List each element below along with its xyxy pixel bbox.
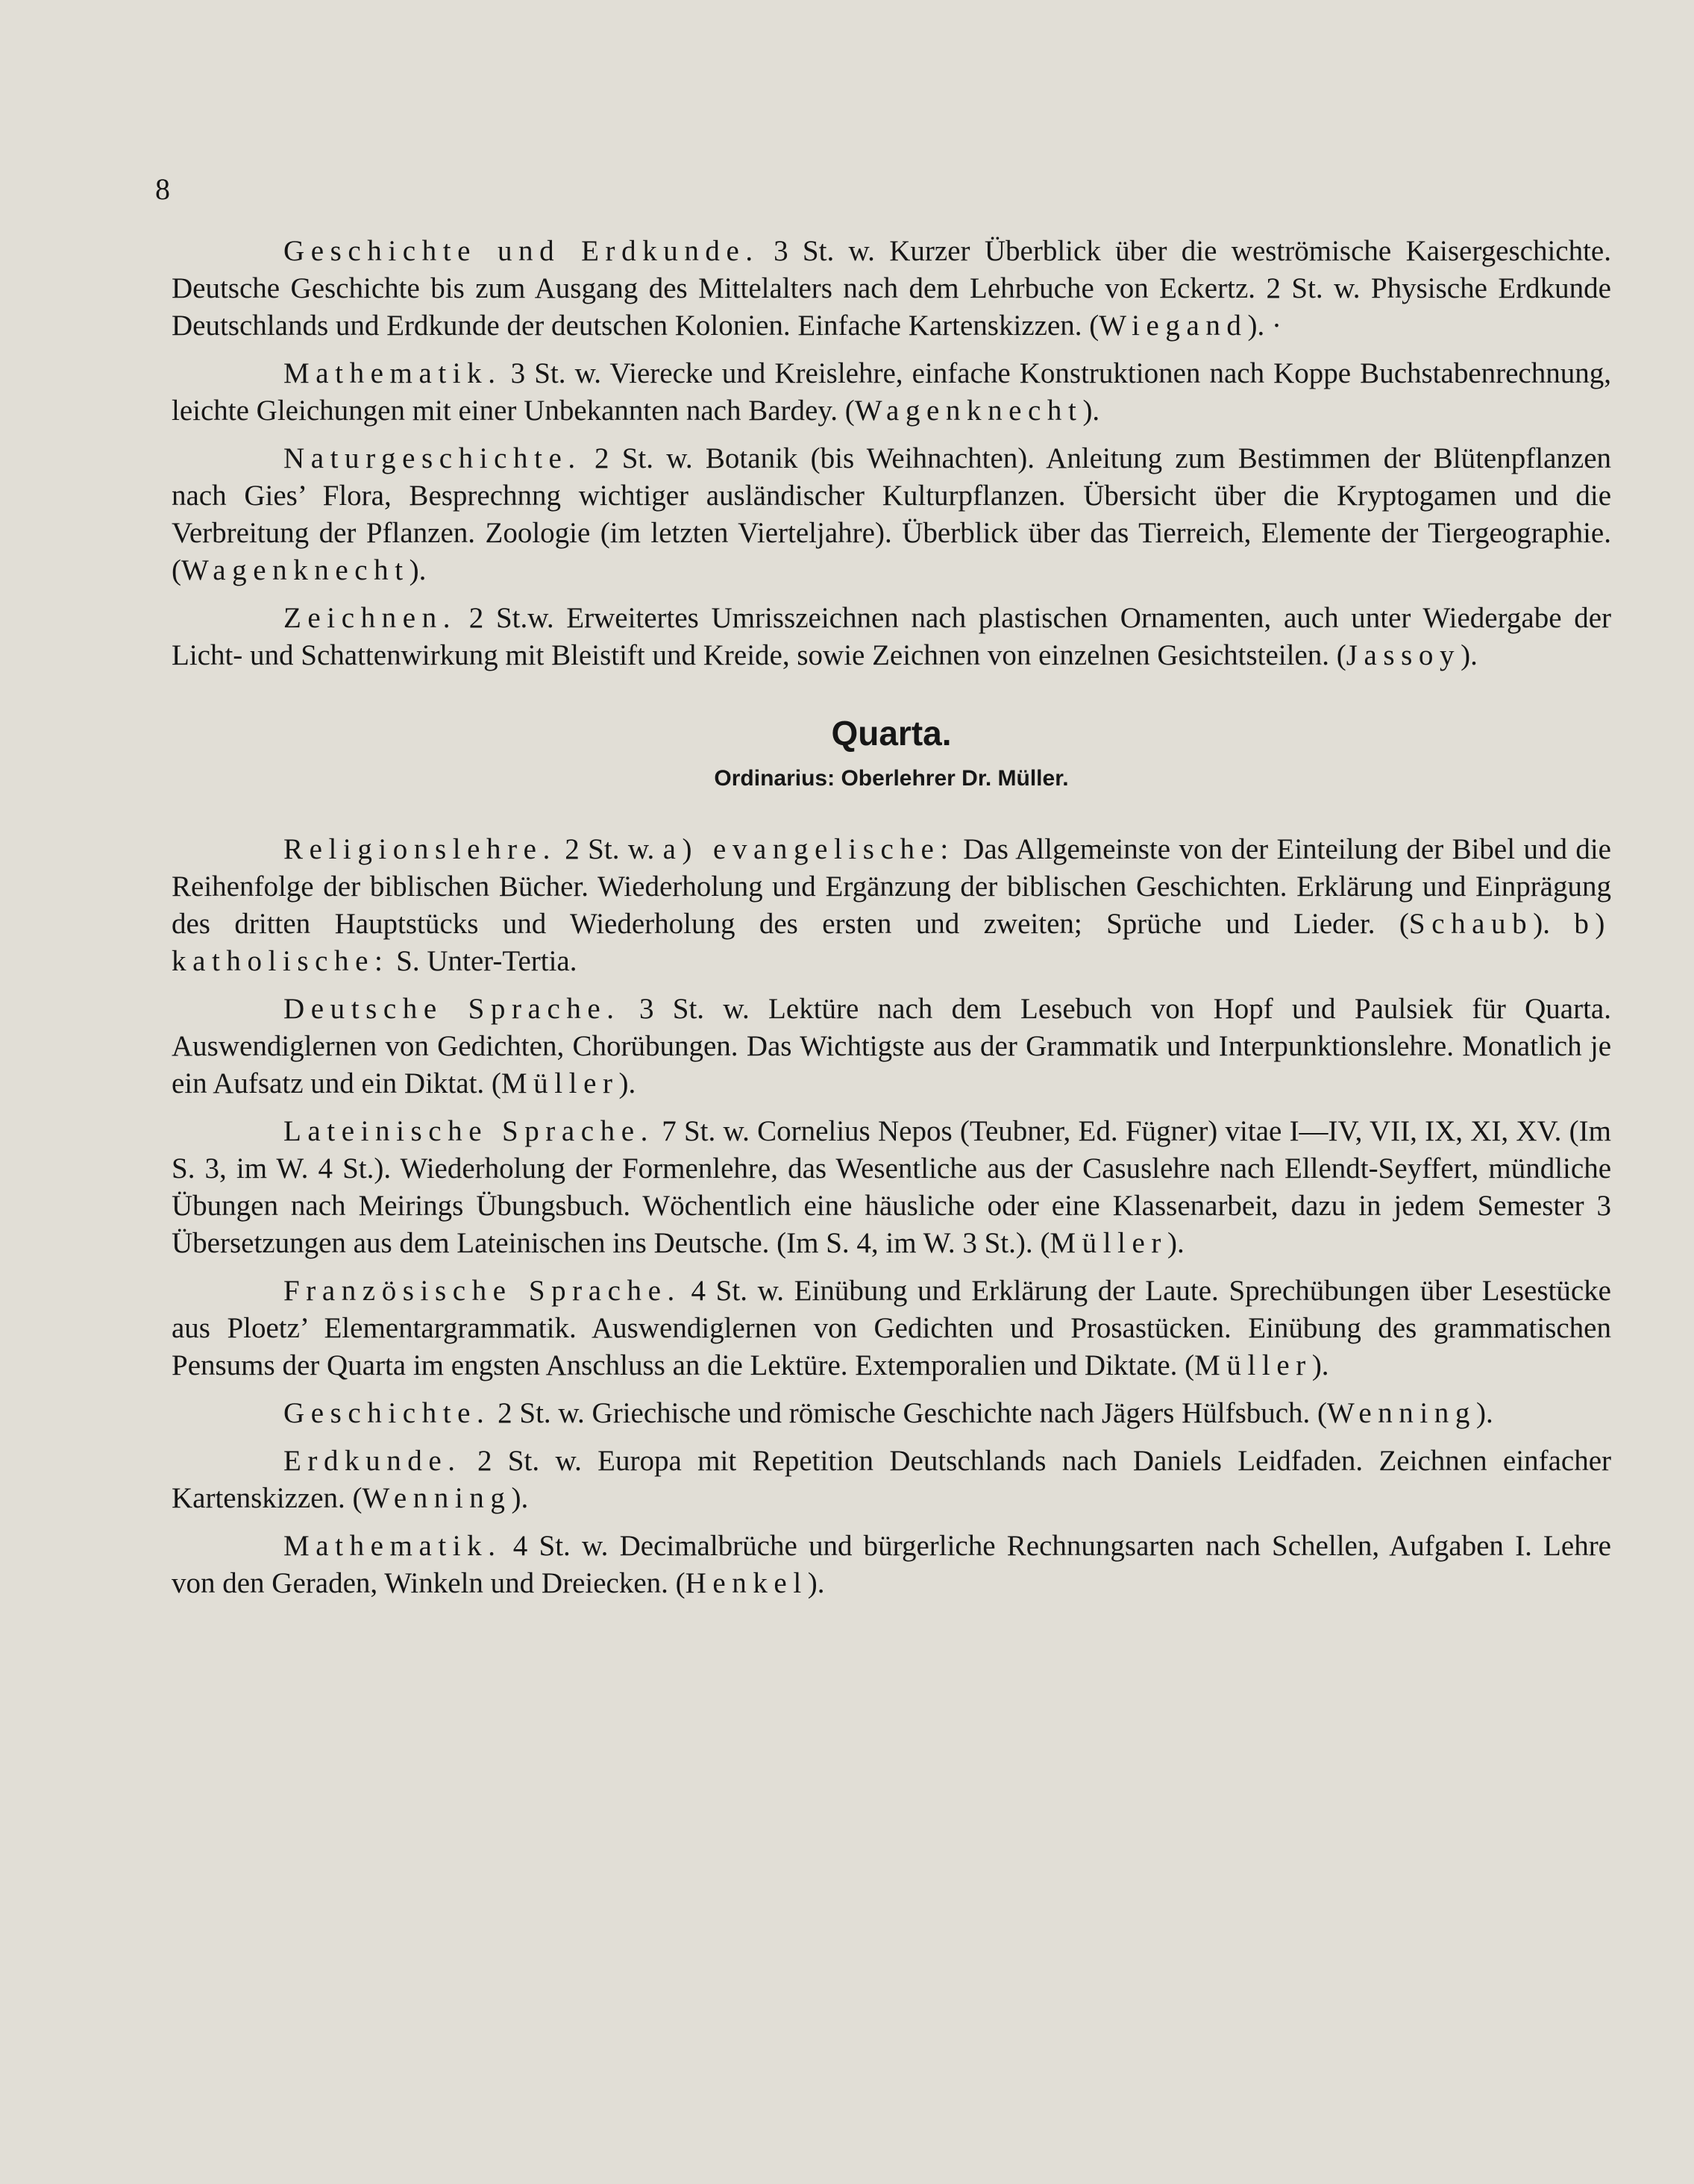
- subject-title: Erdkunde.: [283, 1445, 462, 1477]
- section-tail: ).: [618, 1067, 636, 1099]
- teacher-name: Müller: [501, 1067, 619, 1099]
- section-text: ).: [1533, 908, 1575, 940]
- section-text: 2 St. w.: [556, 833, 663, 865]
- section-zeichnen: [172, 600, 1611, 674]
- section-religionslehre: [172, 831, 1611, 980]
- teacher-name: Henkel: [685, 1567, 808, 1599]
- section-erdkunde: [172, 1443, 1611, 1517]
- subject-title: Deutsche Sprache.: [283, 993, 621, 1025]
- teacher-name: Wenning: [362, 1482, 512, 1514]
- section-tail: ).: [1082, 395, 1100, 427]
- section-deutsche-sprache: [172, 991, 1611, 1102]
- section-tail: ).: [409, 554, 427, 586]
- subject-title: Religionslehre.: [283, 833, 556, 865]
- subject-title: Geschichte.: [283, 1397, 491, 1429]
- subject-title: Mathematik.: [283, 357, 502, 389]
- section-mathematik: [172, 1528, 1611, 1602]
- section-geschichte-erdkunde: [172, 233, 1611, 345]
- section-tail: ). ·: [1247, 310, 1282, 342]
- section-text: 3 St. w. Vierecke und Kreislehre, einfache Konstruktionen nach Koppe Buchstabenrechnung, leichte Gleichungen mit einer Unbekannten nach Bardey. (: [172, 357, 1611, 427]
- subject-title: Französische Sprache.: [283, 1275, 681, 1307]
- teacher-name: Wenning: [1327, 1397, 1476, 1429]
- teacher-name: Wagenknecht: [181, 554, 410, 586]
- subject-title: Lateinische Sprache.: [283, 1115, 654, 1147]
- teacher-name: Müller: [1050, 1227, 1167, 1259]
- section-text: 2 St. w. Griechische und römische Geschichte nach Jägers Hülfsbuch. (: [490, 1397, 1328, 1429]
- section-tail: ).: [1475, 1397, 1493, 1429]
- section-text: 7 St. w. Cornelius Nepos (Teubner, Ed. Fügner) vitae I—IV, VII, IX, XI, XV. (Im S. 3, im W. 4 St.). Wiederholung der Formenlehre, das Wesentliche aus der Casuslehre nach Ellendt-Seyffert, mündliche Übungen nach Meirings Übungsbuch. Wöchentlich eine häusliche oder eine Klassenarbeit, dazu in jedem Semester 3 Übersetzungen aus dem Lateinischen ins Deutsche. (Im S. 4, im W. 3 St.). (: [172, 1115, 1611, 1259]
- section-geschichte: [172, 1395, 1611, 1432]
- section-mathematik-ut: [172, 355, 1611, 430]
- section-text: 2 St. w. Europa mit Repetition Deutschlands nach Daniels Leidfaden. Zeichnen einfacher Kartenskizzen. (: [172, 1445, 1611, 1514]
- subject-title: Naturgeschichte.: [283, 442, 582, 474]
- page-content: [172, 233, 1611, 1613]
- section-text: 3 St. w. Kurzer Überblick über die weströmische Kaisergeschichte. Deutsche Geschichte bis zum Ausgang des Mittelalters nach dem Lehrbuche von Eckertz. 2 St. w. Physische Erdkunde Deutschlands und Erdkunde der deutschen Kolonien. Einfache Kartenskizzen. (: [172, 235, 1611, 342]
- teacher-name: Wiegand: [1099, 310, 1248, 342]
- subject-title: Geschichte und Erdkunde.: [283, 235, 759, 267]
- section-tail: ).: [511, 1482, 529, 1514]
- teacher-name: Wagenknecht: [854, 395, 1083, 427]
- section-text: 3 St. w. Lektüre nach dem Lesebuch von Hopf und Paulsiek für Quarta. Auswendiglernen von Gedichten, Chorübungen. Das Wichtigste aus der Grammatik und Interpunktionslehre. Monatlich je ein Aufsatz und ein Diktat. (: [172, 993, 1611, 1099]
- section-lateinische-sprache: [172, 1113, 1611, 1262]
- teacher-name: Schaub: [1408, 908, 1534, 940]
- section-text: 2 St. w. Botanik (bis Weihnachten). Anleitung zum Bestimmen der Blütenpflanzen nach Gies’ Flora, Besprechnng wichtiger ausländischer Kulturpflanzen. Übersicht über die Kryptogamen und die Verbreitung der Pflanzen. Zoologie (im letzten Vierteljahre). Überblick über das Tierreich, Elemente der Tiergeographie. (: [172, 442, 1611, 586]
- teacher-name: Müller: [1194, 1349, 1312, 1381]
- section-text: 4 St. w. Decimalbrüche und bürgerliche Rechnungsarten nach Schellen, Aufgaben I. Lehre von den Geraden, Winkeln und Dreiecken. (: [172, 1530, 1611, 1599]
- subject-title: Zeichnen.: [283, 602, 457, 634]
- section-tail: ).: [1461, 639, 1478, 671]
- page-number: 8: [155, 172, 170, 206]
- section-tail: ).: [1167, 1227, 1185, 1259]
- class-heading-quarta: Quarta.: [831, 714, 952, 753]
- section-naturgeschichte: [172, 440, 1611, 589]
- section-text: 4 St. w. Einübung und Erklärung der Laute. Sprechübungen über Lesestücke aus Ploetz’ Elementargrammatik. Auswendiglernen von Gedichten und Prosastücken. Einübung des grammatischen Pensums der Quarta im engsten Anschluss an die Lektüre. Extemporalien und Diktate. (: [172, 1275, 1611, 1381]
- section-tail: ).: [807, 1567, 825, 1599]
- section-franzoesische-sprache: [172, 1273, 1611, 1384]
- ordinarius-line: Ordinarius: Oberlehrer Dr. Müller.: [714, 766, 1069, 791]
- denomination-label: b) katholische:: [172, 908, 1611, 977]
- teacher-name: Jassoy: [1346, 639, 1461, 671]
- section-tail: S. Unter-Tertia.: [389, 945, 577, 977]
- section-text: 2 St.w. Erweitertes Umrisszeichnen nach plastischen Ornamenten, auch unter Wiedergabe der Licht- und Schattenwirkung mit Bleistift und Kreide, sowie Zeichnen von einzelnen Gesichtsteilen. (: [172, 602, 1611, 671]
- section-text: Das Allgemeinste von der Einteilung der Bibel und die Reihenfolge der biblischen Bücher. Wiederholung und Ergänzung der biblischen Geschichten. Erklärung und Einprägung des dritten Hauptstücks und Wiederholung des ersten und zweiten; Sprüche und Lieder. (: [172, 833, 1611, 940]
- denomination-label: a) evangelische:: [662, 833, 955, 865]
- section-tail: ).: [1311, 1349, 1329, 1381]
- subject-title: Mathematik.: [283, 1530, 502, 1562]
